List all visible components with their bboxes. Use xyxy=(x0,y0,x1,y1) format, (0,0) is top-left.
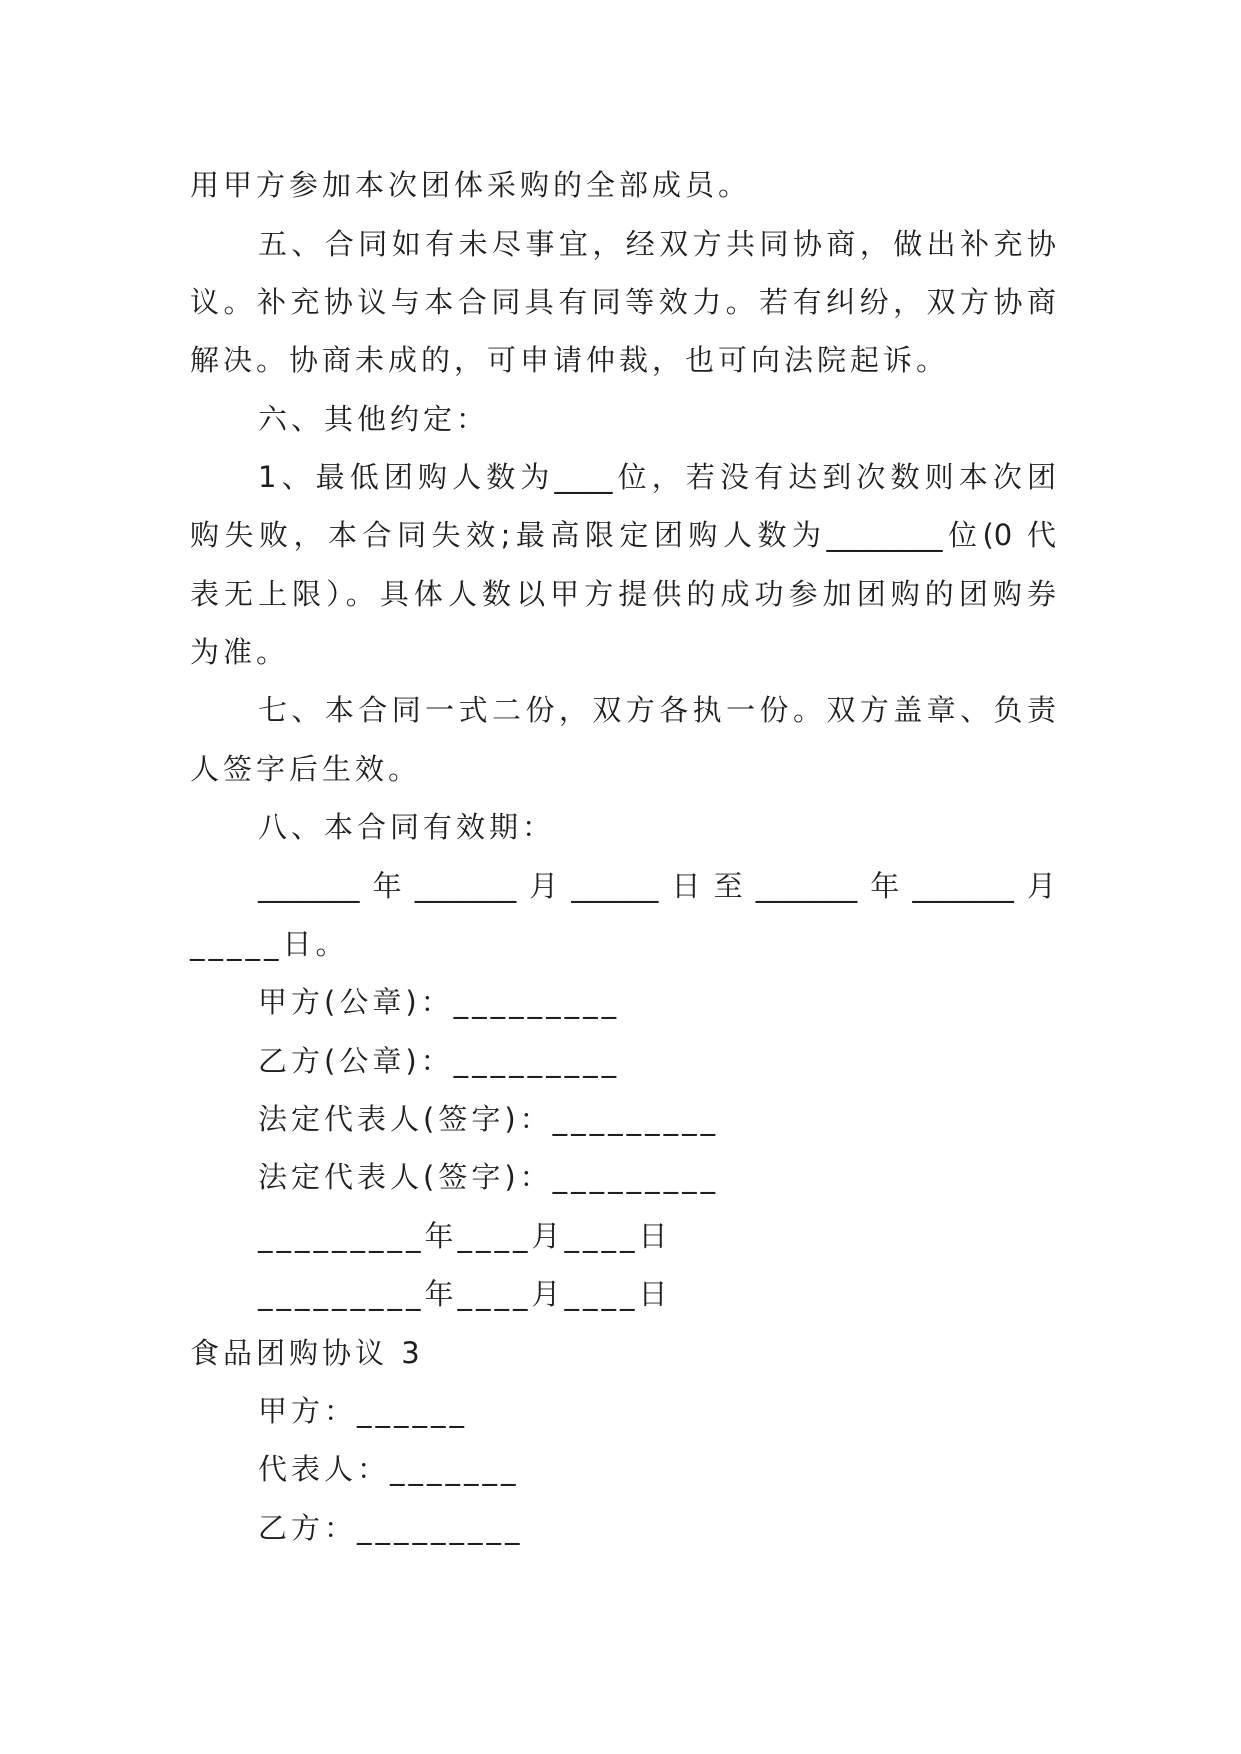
text-line: 八、本合同有效期： xyxy=(258,810,556,844)
text-line: 表无上限）。具体人数以甲方提供的成功参加团购的团购券 xyxy=(190,577,1056,611)
text-line: 人签字后生效。 xyxy=(190,752,422,786)
party-line: 乙方：_________ xyxy=(258,1511,524,1545)
text-line: _______年_______月______日至_______年_______月 xyxy=(258,869,1056,903)
text-line: 1、最低团购人数为____位，若没有达到次数则本次团 xyxy=(258,460,1056,494)
text-line: 解决。协商未成的，可申请仲裁，也可向法院起诉。 xyxy=(190,343,950,377)
text-line: 七、本合同一式二份，双方各执一份。双方盖章、负责 xyxy=(258,693,1056,727)
text-line: 用甲方参加本次团体采购的全部成员。 xyxy=(190,168,752,202)
text-line: _____日。 xyxy=(190,927,349,961)
text-line: 为准。 xyxy=(190,635,290,669)
signature-line: 甲方(公章)：_________ xyxy=(258,985,621,1019)
date-line: _________年____月____日 xyxy=(258,1277,672,1311)
date-line: _________年____月____日 xyxy=(258,1219,672,1253)
signature-line: 法定代表人(签字)：_________ xyxy=(258,1102,720,1136)
text-line: 议。补充协议与本合同具有同等效力。若有纠纷，双方协商 xyxy=(190,285,1056,319)
text-line: 购失败，本合同失效;最高限定团购人数为________位(0 代 xyxy=(190,518,1056,552)
party-line: 甲方：______ xyxy=(258,1394,469,1428)
signature-line: 法定代表人(签字)：_________ xyxy=(258,1160,720,1194)
text-line: 六、其他约定： xyxy=(258,402,490,436)
party-line: 代表人：_______ xyxy=(258,1452,520,1486)
text-line: 五、合同如有未尽事宜，经双方共同协商，做出补充协 xyxy=(258,227,1056,261)
section-title: 食品团购协议 3 xyxy=(190,1336,424,1370)
signature-line: 乙方(公章)：_________ xyxy=(258,1044,621,1078)
